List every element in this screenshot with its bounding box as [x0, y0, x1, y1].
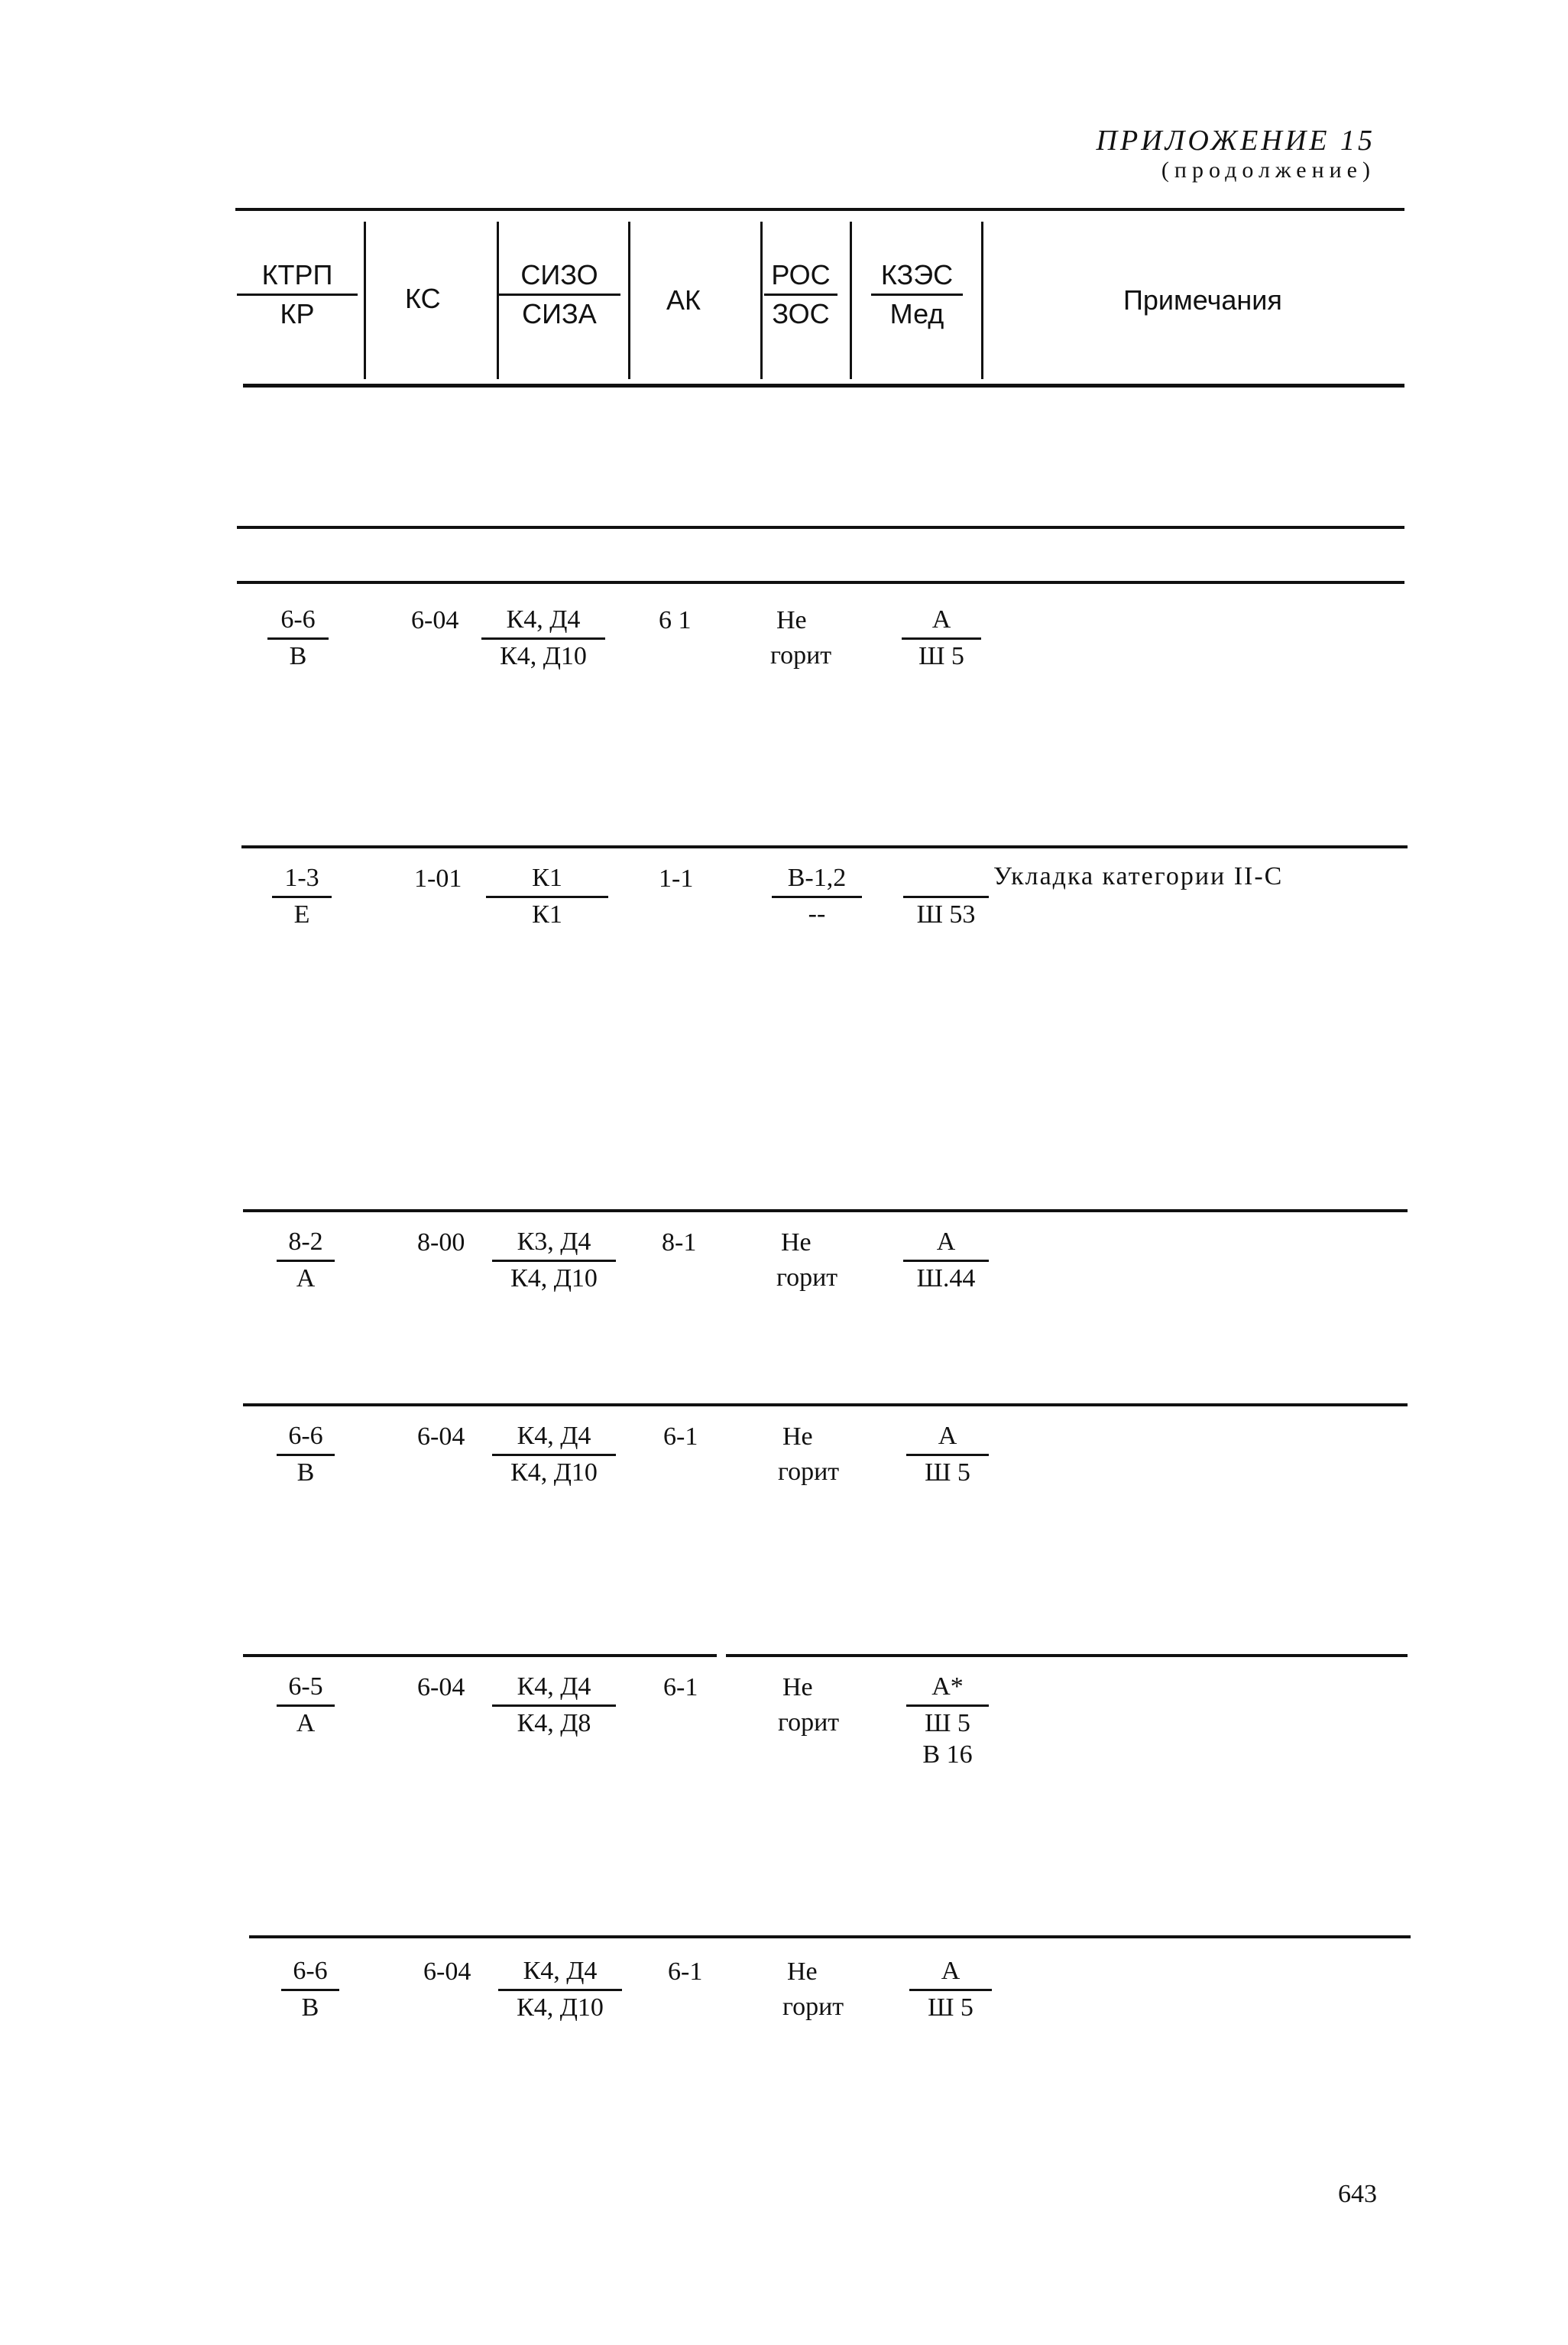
header-ros: РОС: [771, 259, 831, 290]
kzes-med-fraction: [906, 1420, 989, 1489]
kr-value: В: [289, 642, 307, 670]
header-separator: [850, 222, 852, 379]
fraction-bar: [486, 896, 608, 898]
zos-value: горит: [776, 1263, 838, 1292]
zos-value: горит: [778, 1708, 840, 1737]
ros-value: В-1,2: [787, 864, 847, 892]
section-rule: [243, 1209, 1408, 1212]
ks-value: 6-04: [417, 1422, 465, 1451]
fraction-bar: [237, 294, 358, 296]
fraction-bar: [498, 294, 620, 296]
sizo-siza-fraction: [498, 1955, 622, 2024]
fraction-bar: [906, 1704, 989, 1707]
kzes-med-fraction: [902, 604, 981, 673]
fraction-bar: [498, 1989, 622, 1991]
header-separator: [628, 222, 630, 379]
fraction-bar: [764, 294, 837, 296]
kr-value: Е: [293, 900, 310, 929]
fraction-bar: [871, 294, 963, 296]
kzes-value: А: [941, 1957, 961, 1985]
zos-value: горит: [778, 1458, 840, 1486]
ros-value: Не: [781, 1228, 812, 1257]
header-zos: ЗОС: [772, 298, 830, 329]
section-rule: [249, 1935, 1411, 1938]
siza-value: К4, Д10: [510, 1458, 598, 1487]
fraction-bar: [492, 1260, 616, 1262]
sizo-siza-fraction: [492, 1420, 616, 1489]
sizo-value: К4, Д4: [517, 1672, 591, 1701]
header-separator: [981, 222, 983, 379]
med-value: Ш 5: [928, 1993, 974, 2022]
fraction-bar: [267, 637, 329, 640]
section-rule: [237, 526, 1404, 529]
fraction-bar: [492, 1704, 616, 1707]
med-value: Ш 5: [925, 1458, 970, 1487]
header-separator: [364, 222, 366, 379]
fraction-bar: [481, 637, 605, 640]
sizo-value: К4, Д4: [517, 1422, 591, 1450]
zos-value: горит: [770, 641, 832, 670]
fraction-bar: [906, 1454, 989, 1456]
fraction-bar: [277, 1260, 335, 1262]
fraction-bar: [902, 637, 981, 640]
zos-value: --: [808, 900, 826, 928]
kzes-med-fraction: [903, 862, 989, 931]
ktrp-value: 6-6: [293, 1957, 328, 1985]
kzes-value: [903, 862, 989, 894]
sizo-siza-fraction: [492, 1671, 616, 1740]
ktrp-value: 8-2: [288, 1228, 323, 1256]
header-notes: Примечания: [1123, 284, 1282, 316]
header-ks: КС: [405, 283, 441, 314]
ks-value: 6-04: [423, 1957, 471, 1986]
ros-zos-fraction: [772, 862, 862, 929]
kzes-value: А*: [931, 1672, 964, 1701]
fraction-bar: [277, 1704, 335, 1707]
ktrp-kr-fraction: [267, 604, 329, 673]
header-ak: АК: [666, 284, 701, 316]
siza-value: К1: [532, 900, 562, 929]
fraction-bar: [772, 896, 862, 898]
section-rule: [237, 581, 1404, 584]
ros-value: Не: [782, 1422, 813, 1451]
fraction-bar: [903, 1260, 989, 1262]
siza-value: К4, Д10: [517, 1993, 604, 2022]
kzes-med-fraction: [909, 1955, 992, 2024]
sizo-siza-fraction: [481, 604, 605, 673]
header-ktrp-kr: [237, 258, 358, 331]
kr-value: В: [301, 1993, 319, 2022]
sizo-siza-fraction: [486, 862, 608, 931]
kzes-med-fraction: [903, 1226, 989, 1295]
med-value: Ш 5: [925, 1709, 970, 1737]
ktrp-kr-fraction: [277, 1420, 335, 1489]
siza-value: К4, Д10: [510, 1264, 598, 1293]
ak-value: 1-1: [659, 864, 694, 893]
header-ros-zos: [764, 258, 837, 331]
ros-value: Не: [782, 1673, 813, 1701]
med-value: Ш.44: [916, 1264, 976, 1293]
fraction-bar: [281, 1989, 339, 1991]
sizo-value: К3, Д4: [517, 1228, 591, 1256]
siza-value: К4, Д8: [517, 1709, 591, 1737]
ros-value: Не: [787, 1957, 818, 1986]
ktrp-kr-fraction: [277, 1671, 335, 1740]
fraction-bar: [277, 1454, 335, 1456]
ks-value: 6-04: [417, 1673, 465, 1701]
header-kzes: КЗЭС: [880, 259, 954, 290]
appendix-title: ПРИЛОЖЕНИЕ 15: [1096, 125, 1375, 157]
ktrp-kr-fraction: [272, 862, 332, 931]
header-kzes-med: [871, 258, 963, 331]
ak-value: 6-1: [668, 1957, 703, 1986]
med-value: Ш 5: [918, 642, 964, 670]
siza-value: К4, Д10: [500, 642, 587, 670]
ks-value: 8-00: [417, 1228, 465, 1257]
ks-value: 1-01: [414, 864, 462, 893]
kr-value: В: [296, 1458, 315, 1487]
fraction-bar: [492, 1454, 616, 1456]
ktrp-value: 6-6: [288, 1422, 323, 1450]
section-rule: [241, 845, 1408, 848]
kzes-value: А: [936, 1228, 956, 1256]
ks-value: 6-04: [411, 606, 459, 634]
page-number: 643: [1338, 2180, 1377, 2208]
header-sizo: СИЗО: [520, 259, 598, 290]
ak-value: 8-1: [662, 1228, 697, 1257]
ktrp-value: 6-6: [280, 605, 316, 634]
section-rule: [243, 1654, 717, 1657]
fraction-bar: [272, 896, 332, 898]
appendix-subtitle: (продолжение): [1161, 157, 1375, 183]
zos-value: горит: [782, 1993, 844, 2021]
header-kr: КР: [280, 298, 315, 329]
header-sizo-siza: [498, 258, 620, 331]
header-separator: [760, 222, 763, 379]
note-text: Укладка категории II-C: [993, 862, 1284, 890]
header-med: Мед: [889, 298, 944, 329]
header-ktrp: КТРП: [261, 259, 333, 290]
sizo-value: К4, Д4: [506, 605, 581, 634]
ak-value: 6-1: [663, 1422, 698, 1451]
kzes-med-fraction: [906, 1671, 989, 1770]
ktrp-kr-fraction: [277, 1226, 335, 1295]
ak-value: 6-1: [663, 1673, 698, 1701]
ktrp-value: 1-3: [284, 864, 319, 892]
header-bottom-rule: [243, 384, 1404, 388]
med-value: Ш 53: [916, 900, 976, 929]
kr-value: А: [296, 1709, 316, 1737]
header-siza: СИЗА: [522, 298, 597, 329]
kzes-value: А: [938, 1422, 957, 1450]
kzes-value: А: [931, 605, 951, 634]
ros-value: Не: [776, 606, 807, 634]
header-top-rule: [235, 208, 1404, 211]
sizo-value: К4, Д4: [523, 1957, 598, 1985]
ktrp-value: 6-5: [288, 1672, 323, 1701]
kr-value: А: [296, 1264, 316, 1293]
ak-value: 6 1: [659, 606, 692, 634]
sizo-siza-fraction: [492, 1226, 616, 1295]
section-rule: [726, 1654, 1408, 1657]
extra-value: В 16: [922, 1740, 973, 1769]
ktrp-kr-fraction: [281, 1955, 339, 2024]
fraction-bar: [909, 1989, 992, 1991]
sizo-value: К1: [532, 864, 562, 892]
fraction-bar: [903, 896, 989, 898]
section-rule: [243, 1403, 1408, 1406]
